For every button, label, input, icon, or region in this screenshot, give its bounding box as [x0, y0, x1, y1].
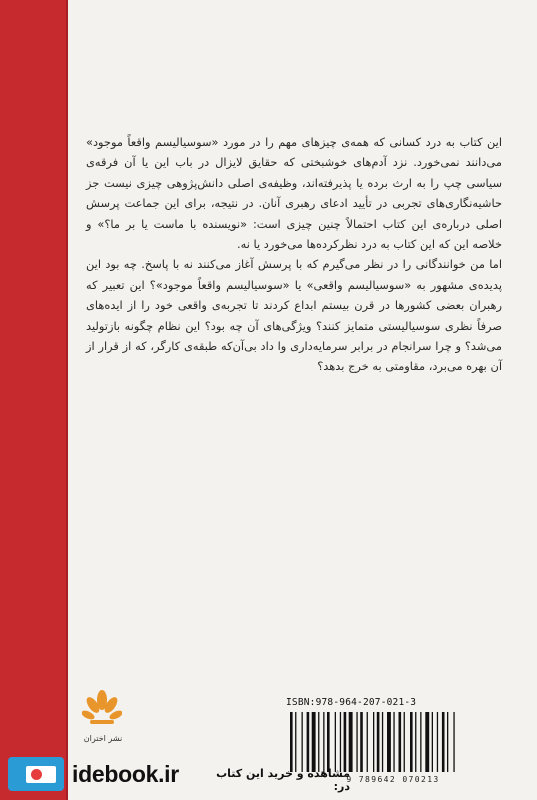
barcode-number: 9 789642 070213 — [346, 775, 440, 784]
back-cover-text — [86, 132, 502, 377]
paragraph-1: این کتاب به درد کسانی که همه‌ی چیزهای مهم را در مورد «سوسیالیسم واقعاً موجود» می‌دانند نمی‌خورد. نزد آدم‌های خوشبختی که حقایق لایزال در باب این یا آن فرقه‌ی سیاسی چپ را به ارث برده یا پذیرفته‌اند، وظیفه‌ی اصلی دانش‌پژوهی چیزی نیست جز حاشیه‌نگاری‌های تجربی در تأیید ادعای رهبری آنان. در نتیجه، برای این جماعت پرسش اصلی درباره‌ی این کتاب احتمالاً چنین چیزی است: «نویسنده با ماست یا بر ما؟» و خلاصه این که این کتاب به درد نظرکرده‌ها می‌خورد یا نه. — [86, 135, 502, 252]
leaf-flower-icon — [82, 688, 122, 728]
watermark-caption: مشاهده و خرید این کتاب در: — [216, 767, 350, 793]
paragraph-2: اما من خوانندگانی را در نظر می‌گیرم که با پرسش آغاز می‌کنند نه با پاسخ. چه بود این پدیده‌ی مشهور به «سوسیالیسم واقعی» یا «سوسیالیسم واقعاً موجود»؟ این تعبیر که رهبران بعضی کشورها در قرن بیستم ابداع کردند تا تجربه‌ی واقعی خود را از ایده‌های صرفاً نظری سوسیالیستی متمایز کنند؟ ویژگی‌های آن چه بود؟ این نظام چگونه بازتولید می‌شد؟ و چرا سرانجام در برابر سرمایه‌داری وا داد بی‌آن‌که طبقه‌ی کارگر، که از قرار از آن بهره می‌برد، مقاومتی به خرج بدهد؟ — [86, 257, 502, 374]
watermark-brand[interactable]: idebook.ir — [72, 761, 179, 787]
isbn-label: ISBN:978-964-207-021-3 — [286, 697, 417, 708]
watermark-banner[interactable] — [0, 757, 350, 795]
book-spine — [0, 0, 66, 800]
publisher-name: نشر اختران — [83, 734, 123, 743]
back-cover — [68, 0, 537, 800]
book-face-icon — [8, 757, 64, 791]
